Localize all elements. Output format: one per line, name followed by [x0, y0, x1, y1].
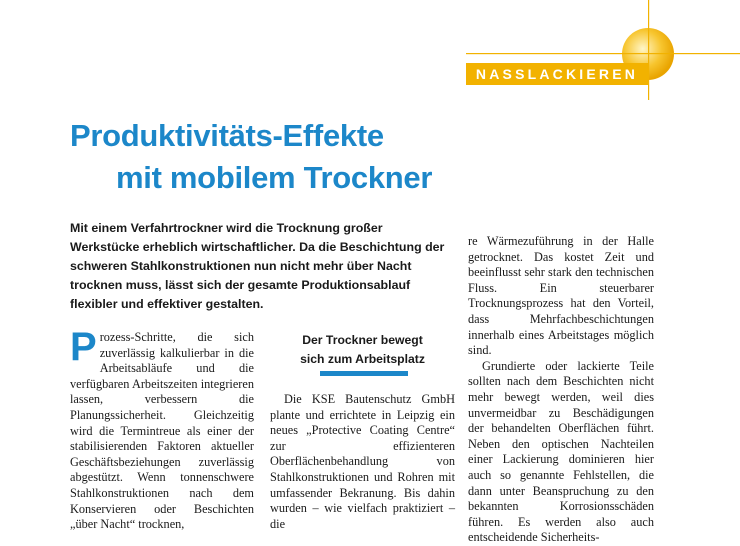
subheading-rule — [320, 371, 408, 376]
body-column-3 — [468, 234, 654, 546]
sun-logo-icon — [0, 0, 740, 100]
column-3-paragraph-1: re Wärmezuführung in der Halle getrocknet. Das kostet Zeit und beeinflusst sehr stark den technischen Fluss. Ein steuerbarer Trocknungsprozess hat den Vorteil, dass Mehrfachbeschichtungen innerhalb eines Arbeitstages möglich sind. — [468, 234, 654, 358]
column-3-paragraph-2: Grundierte oder lackierte Teile sollten nach dem Beschichten nicht mehr bewegt werden, weil dies unvermeidbar zu Beschädigungen der behandelten Oberflächen führt. Neben den optischen Nachteilen einer Lackierung dominieren hier auch so genannte Fehlstellen, die dann unter Beanspruchung zu den bekannten Korrosionsschäden führen. Es werden also auch entscheidende Sicherheits- — [468, 358, 654, 545]
article-title-line-1: Produktivitäts-Effekte — [70, 118, 384, 153]
column-2-text: Die KSE Bautenschutz GmbH plante und errichtete in Leipzig ein neues „Protective Coating Centre“ zur effizienteren Oberflächenbehandlung von Stahlkonstruktionen und Rohren mit umfassender Bekranung. Bis dahin wurden – wie vielfach praktiziert – die — [270, 392, 455, 531]
body-column-2 — [270, 392, 455, 532]
subheading — [270, 331, 455, 369]
article-title-line-2: mit mobilem Trockner — [116, 160, 433, 195]
subheading-line-2: sich zum Arbeitsplatz — [300, 352, 425, 366]
section-label: NASSLACKIEREN — [466, 63, 648, 85]
body-column-1 — [70, 325, 254, 533]
article-lead: Mit einem Verfahrtrockner wird die Trocknung großer Werkstücke erheblich wirtschaftlicher. Da die Beschichtung der schweren Stahlkonstruktionen nun nicht mehr über Nacht trocknen muss, lässt sich der gesamte Produktionsablauf flexibler und effektiver gestalten. — [70, 221, 445, 311]
column-1-text: rozess-Schritte, die sich zuverlässig kalkulierbar in die Arbeitsabläufe und die verfügbaren Arbeitszeiten integrieren lassen, verbessern die Planungssicherheit. Gleichzeitig wird die Termintreue als einer der stabilisierenden Faktoren aktueller Geschäftsbeziehungen zuverlässig abgestützt. Wenn tonnenschwere Stahlkonstruktionen nach dem Konservieren oder Beschichten „über Nacht“ trocknen, — [70, 330, 254, 532]
drop-cap: P — [70, 325, 97, 369]
subheading-line-1: Der Trockner bewegt — [302, 333, 423, 347]
